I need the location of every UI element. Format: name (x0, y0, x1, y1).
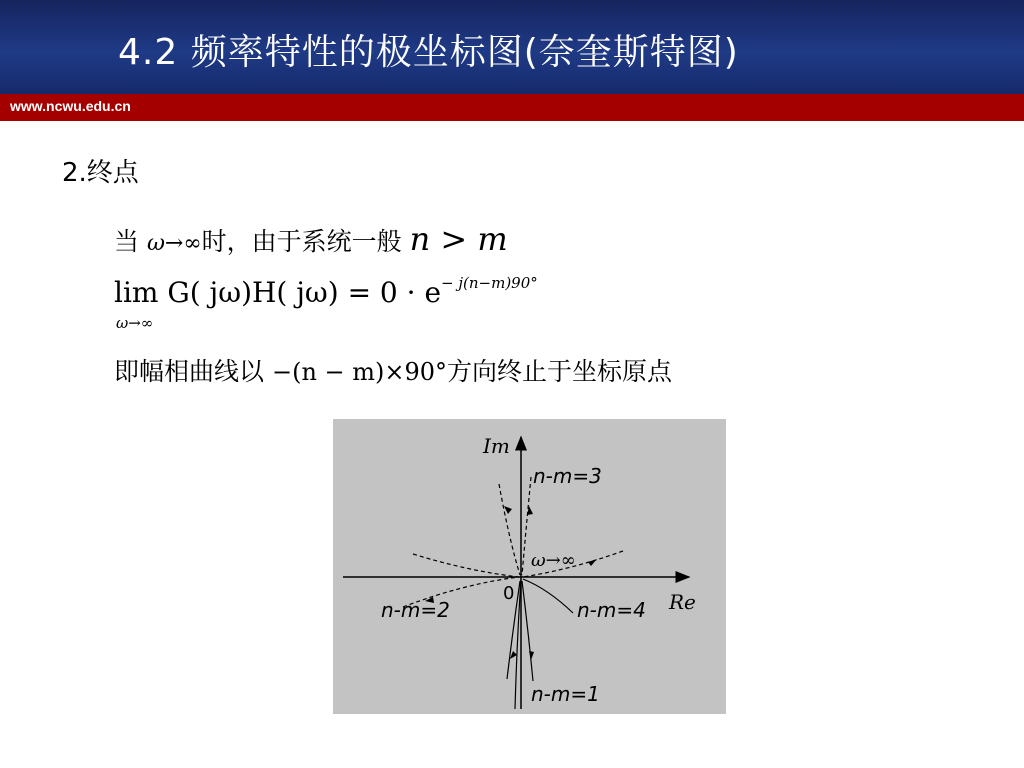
condition-line (114, 220, 508, 258)
curve-n-m-1b (522, 581, 533, 681)
limit-formula (114, 274, 538, 332)
label-n-m-1: n-m=1 (531, 682, 600, 706)
curve-n-m-3b (522, 477, 531, 575)
condition-prefix: 当 (114, 227, 140, 256)
curve-n-m-3 (499, 484, 520, 575)
arrowhead (504, 506, 512, 514)
slide-title: 4.2 频率特性的极坐标图(奈奎斯特图) (118, 32, 739, 73)
label-n-m-4: n-m=4 (577, 598, 646, 622)
section-heading: 2.终点 (62, 158, 139, 188)
origin-label: 0 (503, 583, 515, 604)
arrowhead (588, 559, 597, 566)
omega-infinity-label: ω→∞ (531, 550, 576, 571)
nyquist-diagram (333, 419, 726, 714)
curve-n-m-2b (413, 554, 519, 577)
omega-to-infinity: ω→∞ (146, 231, 202, 256)
label-n-m-2: n-m=2 (381, 598, 450, 622)
limit-expression: lim G( jω)H( jω) = 0 · e (114, 276, 442, 309)
arrowhead (529, 651, 534, 660)
n-greater-m: n > m (409, 220, 508, 258)
axis-label-re: Re (669, 590, 696, 614)
conclusion-line (114, 352, 672, 388)
conclusion-suffix: 方向终止于坐标原点 (447, 357, 673, 386)
condition-text: 时，由于系统一般 (201, 227, 402, 256)
angle-expression: −(n − m)×90° (271, 358, 448, 386)
curve-n-m-4b (523, 579, 573, 613)
site-url: www.ncwu.edu.cn (10, 98, 131, 114)
arrowhead (510, 651, 517, 659)
limit-subscript: ω→∞ (116, 314, 154, 332)
title-bar (0, 0, 1024, 94)
url-bar (0, 94, 1024, 121)
label-n-m-3: n-m=3 (533, 464, 602, 488)
nyquist-endpoint-figure (333, 419, 726, 714)
conclusion-prefix: 即幅相曲线以 (114, 357, 265, 386)
axis-label-im: Im (483, 434, 510, 458)
limit-exponent: − j(n−m)90° (441, 274, 538, 292)
